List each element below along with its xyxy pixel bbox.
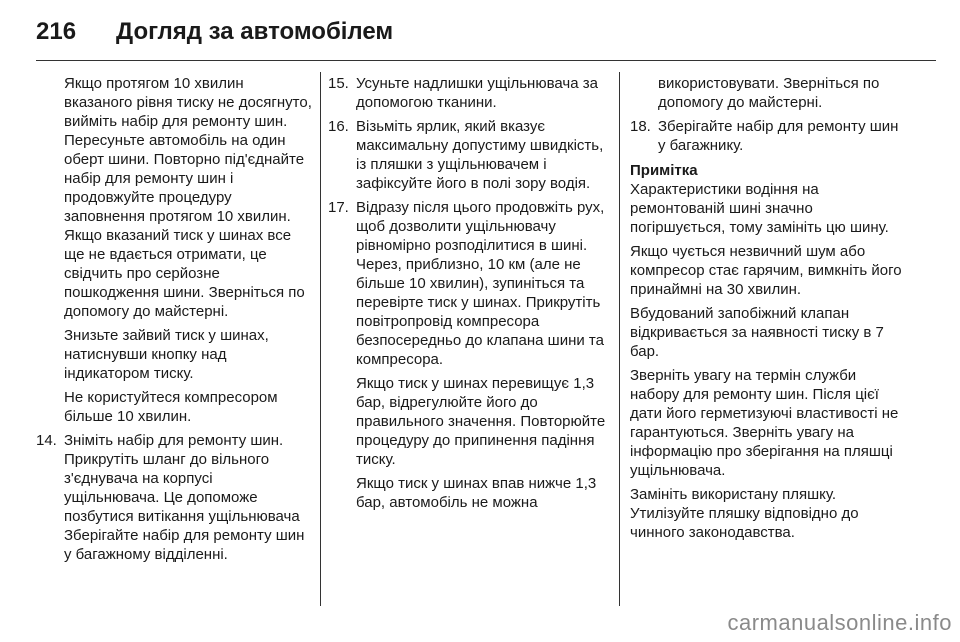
page-title: Догляд за автомобілем	[116, 18, 394, 45]
list-item	[36, 431, 312, 564]
column-divider-2	[619, 72, 620, 606]
paragraph: Якщо тиск у шинах впав нижче 1,3 бар, автомобіль не можна	[356, 475, 597, 511]
column-1	[36, 74, 312, 569]
list-item-number: 18.	[630, 118, 651, 135]
paragraph: використовувати. Зверніться по допомогу до майстерні.	[658, 75, 880, 111]
watermark: carmanualsonline.info	[727, 610, 952, 635]
list-item-text: Відразу після цього продовжіть рух, щоб дозволити ущільнювачу рівномірно розподілитися в шині. Через, приблизно, 10 км (але не більше 10 хвилин), зупиніться та перевірте тиск у шинах. Прикрутіть повітропровід компресора безпосередньо до клапана шини та компресора.	[356, 199, 605, 368]
list-item	[328, 117, 608, 193]
list-item	[630, 117, 906, 155]
list-item-number: 14.	[36, 432, 57, 449]
header-divider	[36, 60, 936, 61]
paragraph: Якщо тиск у шинах перевищує 1,3 бар, відрегулюйте його до правильного значення. Повторюйте процедуру до припинення падіння тиску.	[356, 375, 606, 468]
list-item-text: Зберігайте набір для ремонту шин у багажнику.	[658, 118, 899, 154]
list-item-number: 17.	[328, 199, 349, 216]
list-item-text: Візьміть ярлик, який вказує максимальну допустиму швидкість, із пляшки з ущільнювачем і зафіксуйте його в полі зору водія.	[356, 118, 604, 192]
page-header	[36, 14, 936, 50]
note-heading: Примітка	[630, 162, 698, 179]
list-item	[328, 198, 608, 369]
page-number: 216	[36, 18, 77, 45]
note-paragraph: Зверніть увагу на термін служби набору для ремонту шин. Після цієї дати його герметизуючі властивості не гарантуються. Зверніть увагу на інформацію про зберігання на пляшці ущільнювача.	[630, 367, 899, 479]
list-item-text: Зніміть набір для ремонту шин. Прикрутіть шланг до вільного з'єднувача на корпусі ущільнювача. Це допоможе позбутися витікання ущільнювача Зберігайте набір для ремонту шин у багажному відділенні.	[64, 432, 305, 563]
note-paragraph: Якщо чується незвичний шум або компресор стає гарячим, вимкніть його принаймні на 30 хвилин.	[630, 243, 902, 298]
column-2	[328, 74, 608, 517]
list-item-number: 16.	[328, 118, 349, 135]
paragraph: Не користуйтеся компресором більше 10 хвилин.	[64, 389, 278, 425]
paragraph: Знизьте зайвий тиск у шинах, натиснувши кнопку над індикатором тиску.	[64, 327, 269, 382]
list-item-text: Усуньте надлишки ущільнювача за допомогою тканини.	[356, 75, 598, 111]
note-box	[630, 161, 906, 542]
list-item-number: 15.	[328, 75, 349, 92]
note-paragraph: Характеристики водіння на ремонтованій шині значно погіршується, тому замініть цю шину.	[630, 181, 889, 236]
paragraph: Якщо протягом 10 хвилин вказаного рівня тиску не досягнуто, вийміть набір для ремонту шин. Пересуньте автомобіль на один оберт шини. Повторно під'єднайте набір для ремонту шин і продовжуйте процедуру заповнення протягом 10 хвилин. Якщо вказаний тиск у шинах все ще не вдається отримати, це свідчить про серйозне пошкодження шини. Зверніться по допомогу до майстерні.	[64, 75, 312, 320]
column-3	[630, 74, 906, 547]
list-item	[328, 74, 608, 112]
column-divider-1	[320, 72, 321, 606]
note-paragraph: Замініть використану пляшку. Утилізуйте пляшку відповідно до чинного законодавства.	[630, 486, 859, 541]
note-paragraph: Вбудований запобіжний клапан відкривається за наявності тиску в 7 бар.	[630, 305, 884, 360]
